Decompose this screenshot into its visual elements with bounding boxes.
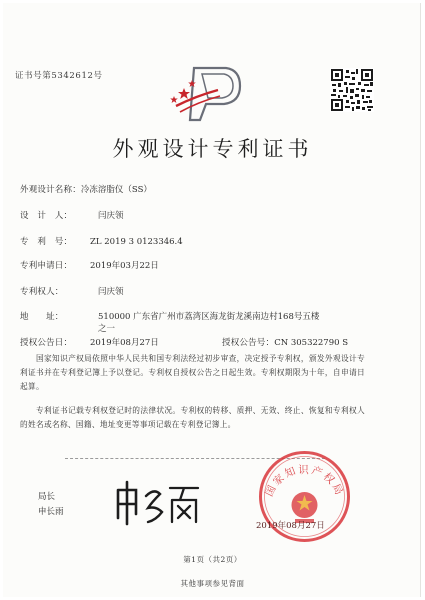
certificate-number: 证书号第5342612号	[15, 71, 103, 81]
field-designer	[20, 209, 124, 221]
grant-date-value: 2019年08月27日	[90, 338, 159, 348]
signer-title: 局长	[38, 492, 56, 502]
footer-note: 其他事项参见背面	[180, 579, 245, 588]
certificate-title: 外观设计专利证书	[112, 137, 313, 161]
grant-number-value: CN 305322790 S	[274, 338, 349, 348]
address-label: 地 址：	[20, 312, 64, 322]
address-value-line2: 之一	[98, 324, 116, 334]
field-grant-date	[20, 336, 159, 348]
patentee-value: 闫庆领	[98, 287, 124, 297]
filing-date-label: 专利申请日：	[20, 261, 73, 271]
design-name-value: 冷冻溶脂仪（SS）	[80, 185, 152, 195]
body-paragraph-1: 国家知识产权局依照中华人民共和国专利法经过初步审查，决定授予专利权，颁发外观设计专利证书并在专利登记簿上予以登记。专利权自授权公告之日起生效。专利权期限为十年，自申请日起算。	[20, 354, 365, 391]
field-address	[20, 310, 64, 322]
signer-name: 申长雨	[38, 507, 64, 517]
field-patent-number	[20, 235, 183, 247]
grant-date-label: 授权公告日：	[20, 338, 73, 348]
field-grant-number	[222, 336, 348, 348]
filing-date-value: 2019年03月22日	[90, 261, 159, 271]
handwritten-signature	[112, 478, 202, 528]
patentee-label: 专利权人：	[20, 287, 64, 297]
seal-date: 2019年08月27日	[256, 521, 325, 531]
field-filing-date	[20, 259, 159, 271]
field-design-name	[20, 183, 152, 195]
grant-number-label: 授权公告号：	[222, 338, 275, 348]
design-name-label: 外观设计名称：	[20, 185, 81, 195]
address-value-line1: 510000 广东省广州市荔湾区海龙街龙溪南边村168号五楼	[98, 312, 320, 322]
patent-number-value: ZL 2019 3 0123346.4	[90, 237, 183, 247]
patent-number-label: 专 利 号：	[20, 237, 73, 247]
body-paragraph-2: 专利证书记载专利权登记时的法律状况。专利权的转移、质押、无效、终止、恢复和专利权人的姓名或名称、国籍、地址变更等事项记载在专利登记簿上。	[20, 406, 365, 429]
designer-label: 设 计 人：	[20, 211, 73, 221]
page-indicator: 第1页（共2页）	[183, 555, 242, 564]
svg-text:国家知识产权局: 国家知识产权局	[263, 463, 346, 499]
qr-code-icon	[330, 68, 374, 112]
cnipa-emblem-icon	[166, 60, 246, 126]
field-patentee	[20, 285, 124, 297]
designer-value: 闫庆领	[98, 211, 124, 221]
